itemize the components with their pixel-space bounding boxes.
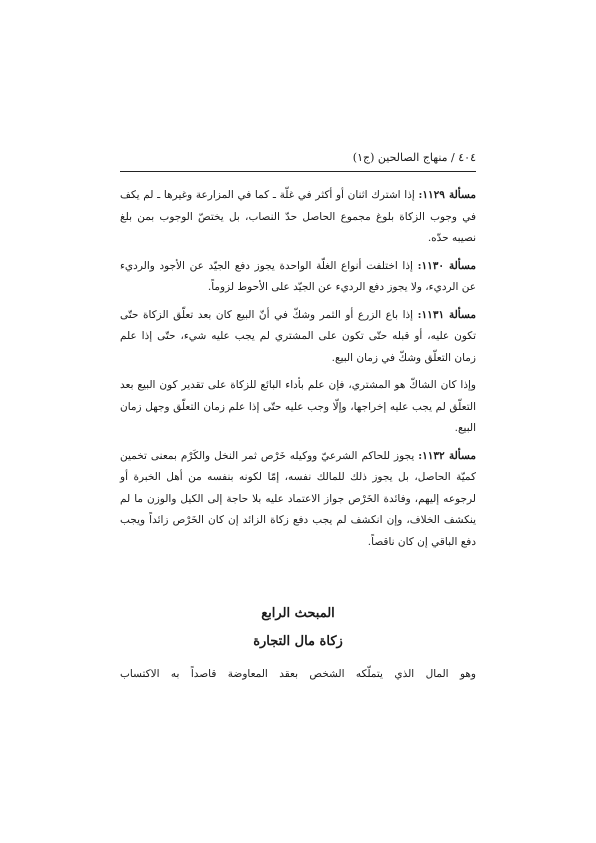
paragraph-text: وإذا كان الشاكّ هو المشتري، فإن علم بأداء البائع للزكاة على تقدير كون البيع بعد التعلّق لم يجب عليه إخراجها، وإلّا وجب عليه حتّى إذا علم زمان التعلّق وجهل زمان البيع.	[120, 379, 476, 434]
continuation-text: وهو المال الذي يتملّكه الشخص بعقد المعاوضة قاصداً به الاكتساب	[120, 668, 476, 680]
header-rule	[120, 171, 476, 172]
paragraph-text: إذا باع الزرع أو الثمر وشكّ في أنّ البيع كان بعد تعلّق الزكاة حتّى تكون عليه، أو قبله حتّى تكون على المشتري لم يجب عليه شيء، حتّى إذا علم زمان التعلّق وشكّ في زمان البيع.	[120, 308, 476, 364]
paragraph-text: يجوز للحاكم الشرعيّ ووكيله خَرْص ثمر النخل والكَرْم بمعنى تخمين كميّة الحاصل، بل يجوز ذلك للمالك نفسه، إمّا لكونه بنفسه من أهل الخبرة أو لرجوعه إليهم، وفائدة الخَرْص جواز الاعتماد عليه بلا حاجة إلى الكيل والوزن ما لم ينكشف الخلاف، وإن انكشف لم يجب دفع زكاة الزائد إن كان الخَرْص زائداً ويجب دفع الباقي إن كان ناقصاً.	[120, 449, 476, 548]
paragraph	[120, 375, 476, 440]
section-subtitle: زكاة مال التجارة	[253, 634, 343, 649]
paragraph	[120, 185, 476, 250]
paragraph	[120, 256, 476, 299]
issue-label: مسألة ١١٣٠:	[417, 259, 476, 272]
paragraph-text: إذا اختلفت أنواع الغلّة الواحدة يجوز دفع الجيّد عن الأجود والرديء عن الرديء، ولا يجوز دفع الرديء عن الجيّد على الأحوط لزوماً.	[120, 259, 476, 293]
paragraph-text: إذا اشترك اثنان أو أكثر في غلّة ـ كما في المزارعة وغيرها ـ لم يكف في وجوب الزكاة بلوغ مجموع الحاصل حدّ النصاب، بل يختصّ الوجوب بمن بلغ نصيبه حدّه.	[120, 189, 476, 244]
paragraph	[120, 305, 476, 370]
page-header: ٤٠٤ / منهاج الصالحين (ج١)	[352, 151, 476, 164]
issue-label: مسألة ١١٣٢:	[418, 449, 476, 462]
body-text	[120, 185, 476, 559]
paragraph	[120, 446, 476, 554]
issue-label: مسألة ١١٣١:	[417, 308, 476, 321]
issue-label: مسألة ١١٢٩:	[418, 189, 476, 201]
section-title: المبحث الرابع	[261, 606, 335, 621]
